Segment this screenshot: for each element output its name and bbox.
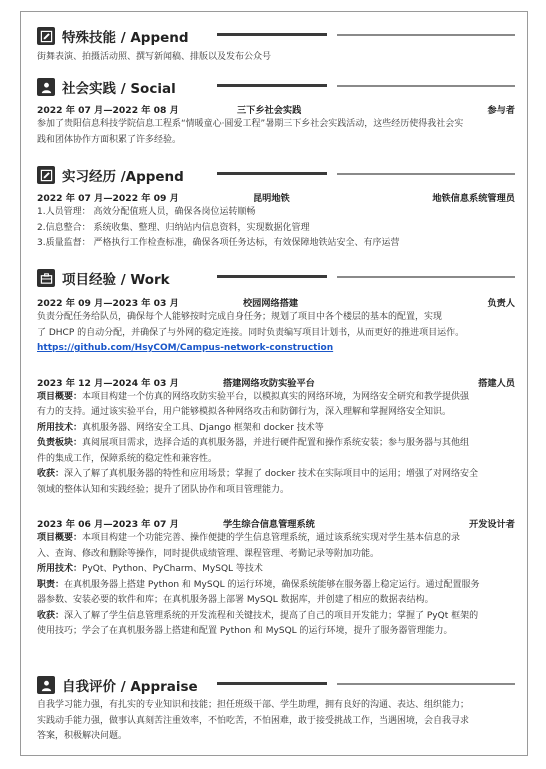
divider <box>217 84 327 87</box>
text-line <box>37 390 515 406</box>
section-title: 项目经验 / Work <box>62 272 170 288</box>
section-title: 实习经历 /Append <box>62 169 184 185</box>
text-line <box>37 467 515 483</box>
entry-header <box>37 189 515 205</box>
edit-icon <box>37 27 55 45</box>
project-text <box>37 310 515 357</box>
resume-page <box>20 11 528 756</box>
item-label: 收获： <box>37 469 65 479</box>
project-name: 学生综合信息管理系统 <box>223 519 315 530</box>
section-social <box>37 76 515 148</box>
entry-date: 2022 年 07 月—2022 年 08 月 <box>37 105 179 116</box>
divider <box>337 276 515 278</box>
entry-date: 2022 年 07 月—2022 年 09 月 <box>37 193 179 204</box>
github-link[interactable]: https://github.com/HsyCOM/Campus-network-construction <box>37 343 334 353</box>
section-header <box>37 76 515 98</box>
item-text: 器参数、安装必要的软件和库；在真机服务器上部署 MySQL 数据库，并创建了相应的数据表结构。 <box>37 595 434 605</box>
section-title: 自我评价 / Appraise <box>62 679 198 695</box>
item-label: 职责： <box>37 579 65 590</box>
divider <box>217 682 327 685</box>
section-header <box>37 164 515 186</box>
item-text: 深入了解了学生信息管理系统的开发流程和关键技术，提高了自己的项目开发能力；掌握了 PyQt 框架的 <box>64 610 479 621</box>
text-line <box>37 531 515 547</box>
item-text: PyQt、Python、PyCharm、MySQL 等技术 <box>82 564 263 574</box>
project-header <box>37 294 515 310</box>
divider <box>217 33 327 36</box>
project-date: 2023 年 12 月—2024 年 03 月 <box>37 377 179 389</box>
briefcase-icon <box>37 269 55 287</box>
project-text <box>37 390 515 499</box>
item-text: 真阅展项目需求，选择合适的真机服务器，并进行硬件配置和操作系统安装；参与服务器与其他组 <box>82 438 470 448</box>
text-line <box>37 562 515 578</box>
project-header <box>37 515 515 531</box>
project-role: 开发设计者 <box>469 519 515 530</box>
text-line <box>37 405 515 421</box>
item-text: 领域的整体认知和实践经验；提升了团队协作和项目管理能力。 <box>37 484 290 495</box>
user-icon <box>37 78 55 96</box>
text-line: 3.质量监督： 严格执行工作检查标准，确保各项任务达标，有效保障地铁站安全、有序运营 <box>37 238 400 248</box>
section-self-evaluation <box>37 674 515 745</box>
entry-text <box>37 117 515 148</box>
text-line <box>37 609 515 625</box>
item-label: 收获： <box>37 610 65 621</box>
item-label: 项目概要： <box>37 533 83 543</box>
text-line <box>37 452 515 468</box>
item-text: 有力的支持。通过该实验平台，用户能够模拟各种网络攻击和防御行为，深入理解和掌握网络安全知识。 <box>37 407 452 417</box>
item-text: 本项目构建一个仿真的网络攻防实验平台，以模拟真实的网络环境，为网络安全研究和教学提供强 <box>82 391 470 402</box>
entry-role: 地铁信息系统管理员 <box>432 193 515 204</box>
project-role: 搭建人员 <box>478 377 515 389</box>
item-label: 所用技术： <box>37 564 83 574</box>
item-text: 使用技巧；学会了在真机服务器上搭建和配置 Python 和 MySQL 的运行环境，提升了服务器管理能力。 <box>37 626 453 636</box>
divider <box>217 172 327 175</box>
text-line <box>37 624 515 640</box>
text-line: 了 DHCP 的自动分配，并确保了与外网的稳定连接。同时负责编写项目计划书，从而更好的推进项目运作。 <box>37 327 465 338</box>
section-projects <box>37 267 515 640</box>
divider <box>337 683 515 685</box>
text-line <box>37 436 515 452</box>
item-text: 件的集成工作，保障系统的稳定性和兼容性。 <box>37 453 218 464</box>
text-line: 答案，积极解决问题。 <box>37 731 128 741</box>
text-line <box>37 483 515 499</box>
section-header <box>37 25 515 47</box>
divider <box>337 173 515 175</box>
item-label: 项目概要： <box>37 391 83 402</box>
divider <box>217 275 327 278</box>
item-text: 真机服务器、网络安全工具、Django 框架和 docker 技术等 <box>82 422 324 433</box>
item-label: 负责板块： <box>37 438 83 448</box>
text-line: 参加了贵阳信息科技学院信息工程系“情暖童心·圆爱工程”暑期三下乡社会实践活动，这些经历使得我社会实 <box>37 119 464 129</box>
section-skills <box>37 25 515 66</box>
item-text: 入、查询、修改和删除等操作，同时提供成绩管理、课程管理、考勤记录等附加功能。 <box>37 548 380 559</box>
text-line: 实践动手能力强，做事认真刻苦注重效率，不怕吃苦，不怕困难，敢于接受挑战工作，当遇困境，会自我寻求 <box>37 715 470 726</box>
item-text: 在真机服务器上搭建 Python 和 MySQL 的运行环境，确保系统能够在服务器上稳定运行。通过配置服务 <box>64 579 480 590</box>
section-title: 社会实践 / Social <box>62 81 176 97</box>
item-text: 本项目构建一个功能完善、操作便捷的学生信息管理系统，通过该系统实现对学生基本信息的录 <box>82 533 461 543</box>
divider <box>337 34 515 36</box>
project-header <box>37 374 515 390</box>
appraise-text <box>37 698 515 745</box>
item-text: 深入了解了真机服务器的特性和应用场景；掌握了 docker 技术在实际项目中的运用；增强了对网络安全 <box>64 469 479 479</box>
text-line: 自我学习能力强，有扎实的专业知识和技能；担任班级干部、学生助理，拥有良好的沟通、表达、组织能力； <box>37 700 470 710</box>
skills-text: 街舞表演、拍摄活动照、撰写新闻稿、排版以及发布公众号 <box>37 52 272 62</box>
text-line: 1.人员管理： 高效分配值班人员，确保各岗位运转顺畅 <box>37 207 256 217</box>
text-line <box>37 578 515 594</box>
project-date: 2023 年 06 月—2023 年 07 月 <box>37 519 179 530</box>
text-line <box>37 547 515 563</box>
edit-icon <box>37 166 55 184</box>
text-line: 2.信息整合： 系统收集、整理、归纳站内信息资料，实现数据化管理 <box>37 222 310 233</box>
text-line <box>37 421 515 437</box>
text-line: 负责分配任务给队员，确保每个人能够按时完成自身任务；规划了项目中各个楼层的基本的配置，实现 <box>37 312 443 322</box>
entry-org: 三下乡社会实践 <box>237 105 302 116</box>
section-header <box>37 267 515 289</box>
project-name: 校园网络搭建 <box>243 298 299 309</box>
section-internship <box>37 164 515 252</box>
project-date: 2022 年 09 月—2023 年 03 月 <box>37 298 179 309</box>
project-role: 负责人 <box>487 298 515 309</box>
entry-org: 昆明地铁 <box>253 193 290 204</box>
entry-text <box>37 205 515 252</box>
divider <box>337 85 515 87</box>
text-line: 践和团体协作方面积累了许多经验。 <box>37 134 182 145</box>
project-text <box>37 531 515 640</box>
entry-role: 参与者 <box>487 105 515 116</box>
section-header <box>37 674 515 696</box>
text-line <box>37 593 515 609</box>
item-label: 所用技术： <box>37 422 83 433</box>
entry-header <box>37 101 515 117</box>
project-name: 搭建网络攻防实验平台 <box>223 377 315 389</box>
section-title: 特殊技能 / Append <box>62 30 189 46</box>
user-icon <box>37 676 55 694</box>
